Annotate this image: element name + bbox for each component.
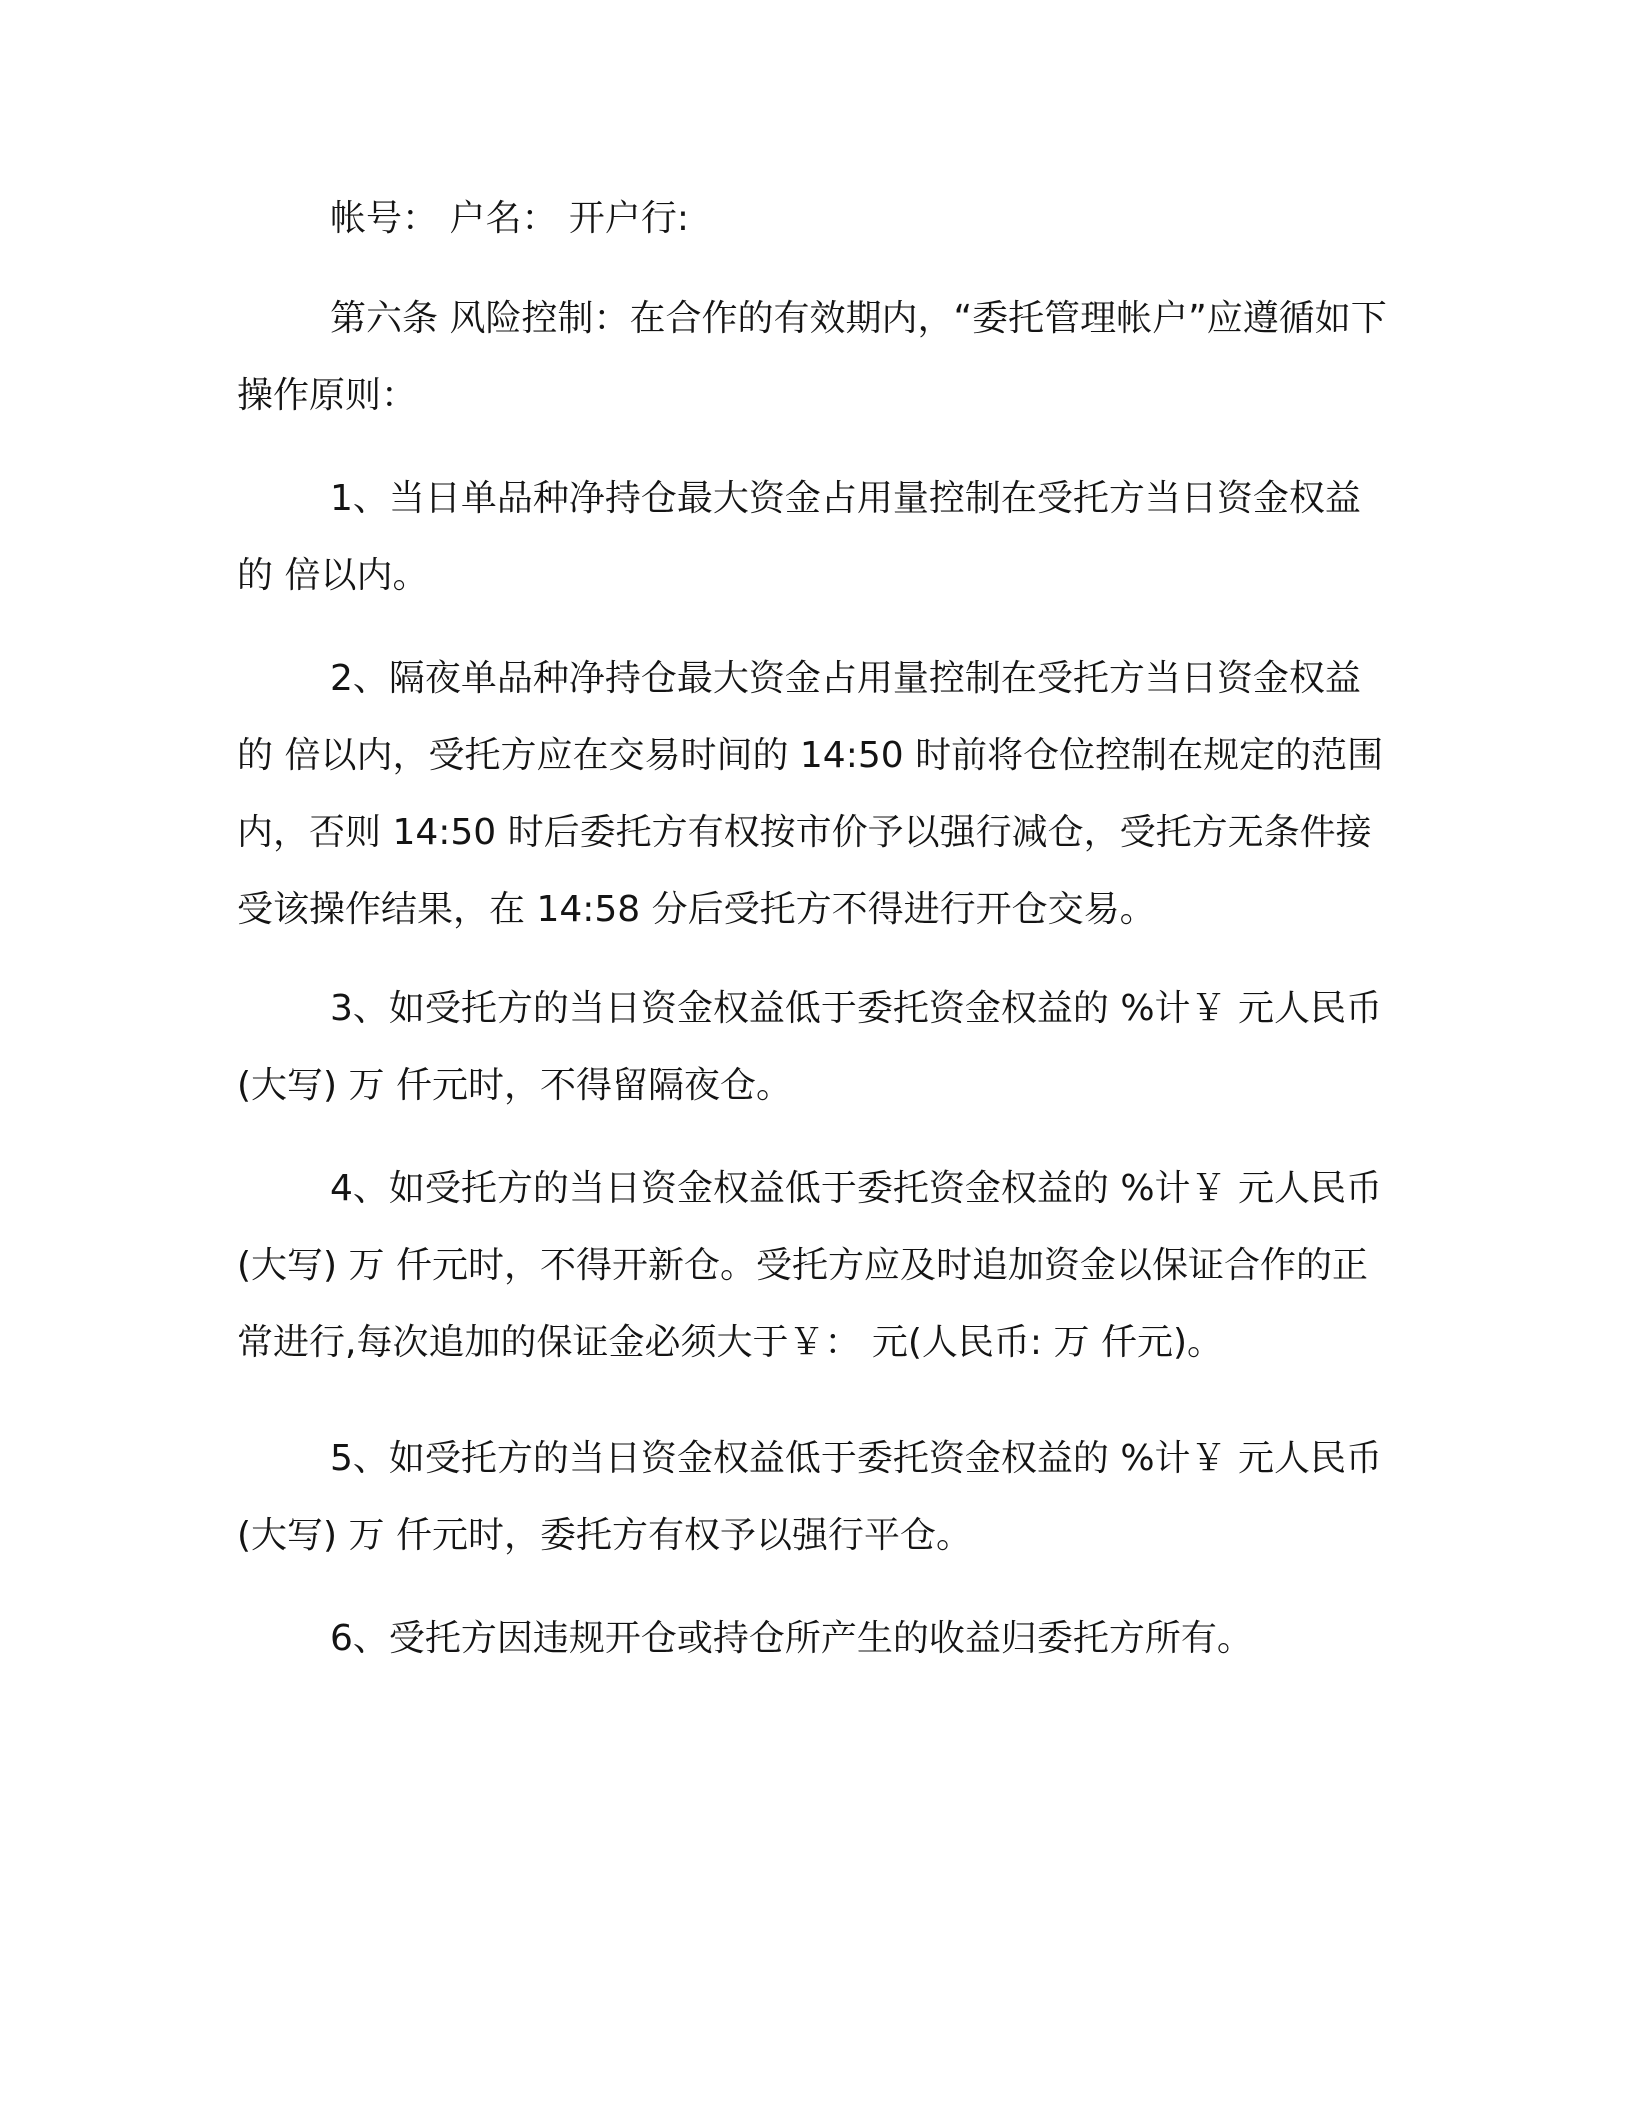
- account-info-line: 帐号： 户名： 开户行:: [330, 198, 690, 239]
- rule-item-3: 3、如受托方的当日资金权益低于委托资金权益的 %计￥ 元人民币(大写) 万 仟元时，不得留隔夜仓。: [237, 988, 1382, 1106]
- rule-item-5: 5、如受托方的当日资金权益低于委托资金权益的 %计￥ 元人民币(大写) 万 仟元时，委托方有权予以强行平仓。: [237, 1438, 1382, 1556]
- rule-item-4: 4、如受托方的当日资金权益低于委托资金权益的 %计￥ 元人民币(大写) 万 仟元时，不得开新仓。受托方应及时追加资金以保证合作的正常进行,每次追加的保证金必须大于￥： 元(人民币: 万 仟元)。: [237, 1168, 1382, 1363]
- article-6-intro: 第六条 风险控制：在合作的有效期内，“委托管理帐户”应遵循如下操作原则：: [237, 298, 1387, 416]
- rule-item-6: 6、受托方因违规开仓或持仓所产生的收益归委托方所有。: [330, 1618, 1253, 1659]
- rule-item-2: 2、隔夜单品种净持仓最大资金占用量控制在受托方当日资金权益的 倍以内，受托方应在交易时间的 14:50 时前将仓位控制在规定的范围内，否则 14:50 时后委托方有权按市价予以强行减仓，受托方无条件接受该操作结果，在 14:58 分后受托方不得进行开仓交易。: [237, 658, 1384, 930]
- rule-item-1: 1、当日单品种净持仓最大资金占用量控制在受托方当日资金权益的 倍以内。: [237, 478, 1361, 596]
